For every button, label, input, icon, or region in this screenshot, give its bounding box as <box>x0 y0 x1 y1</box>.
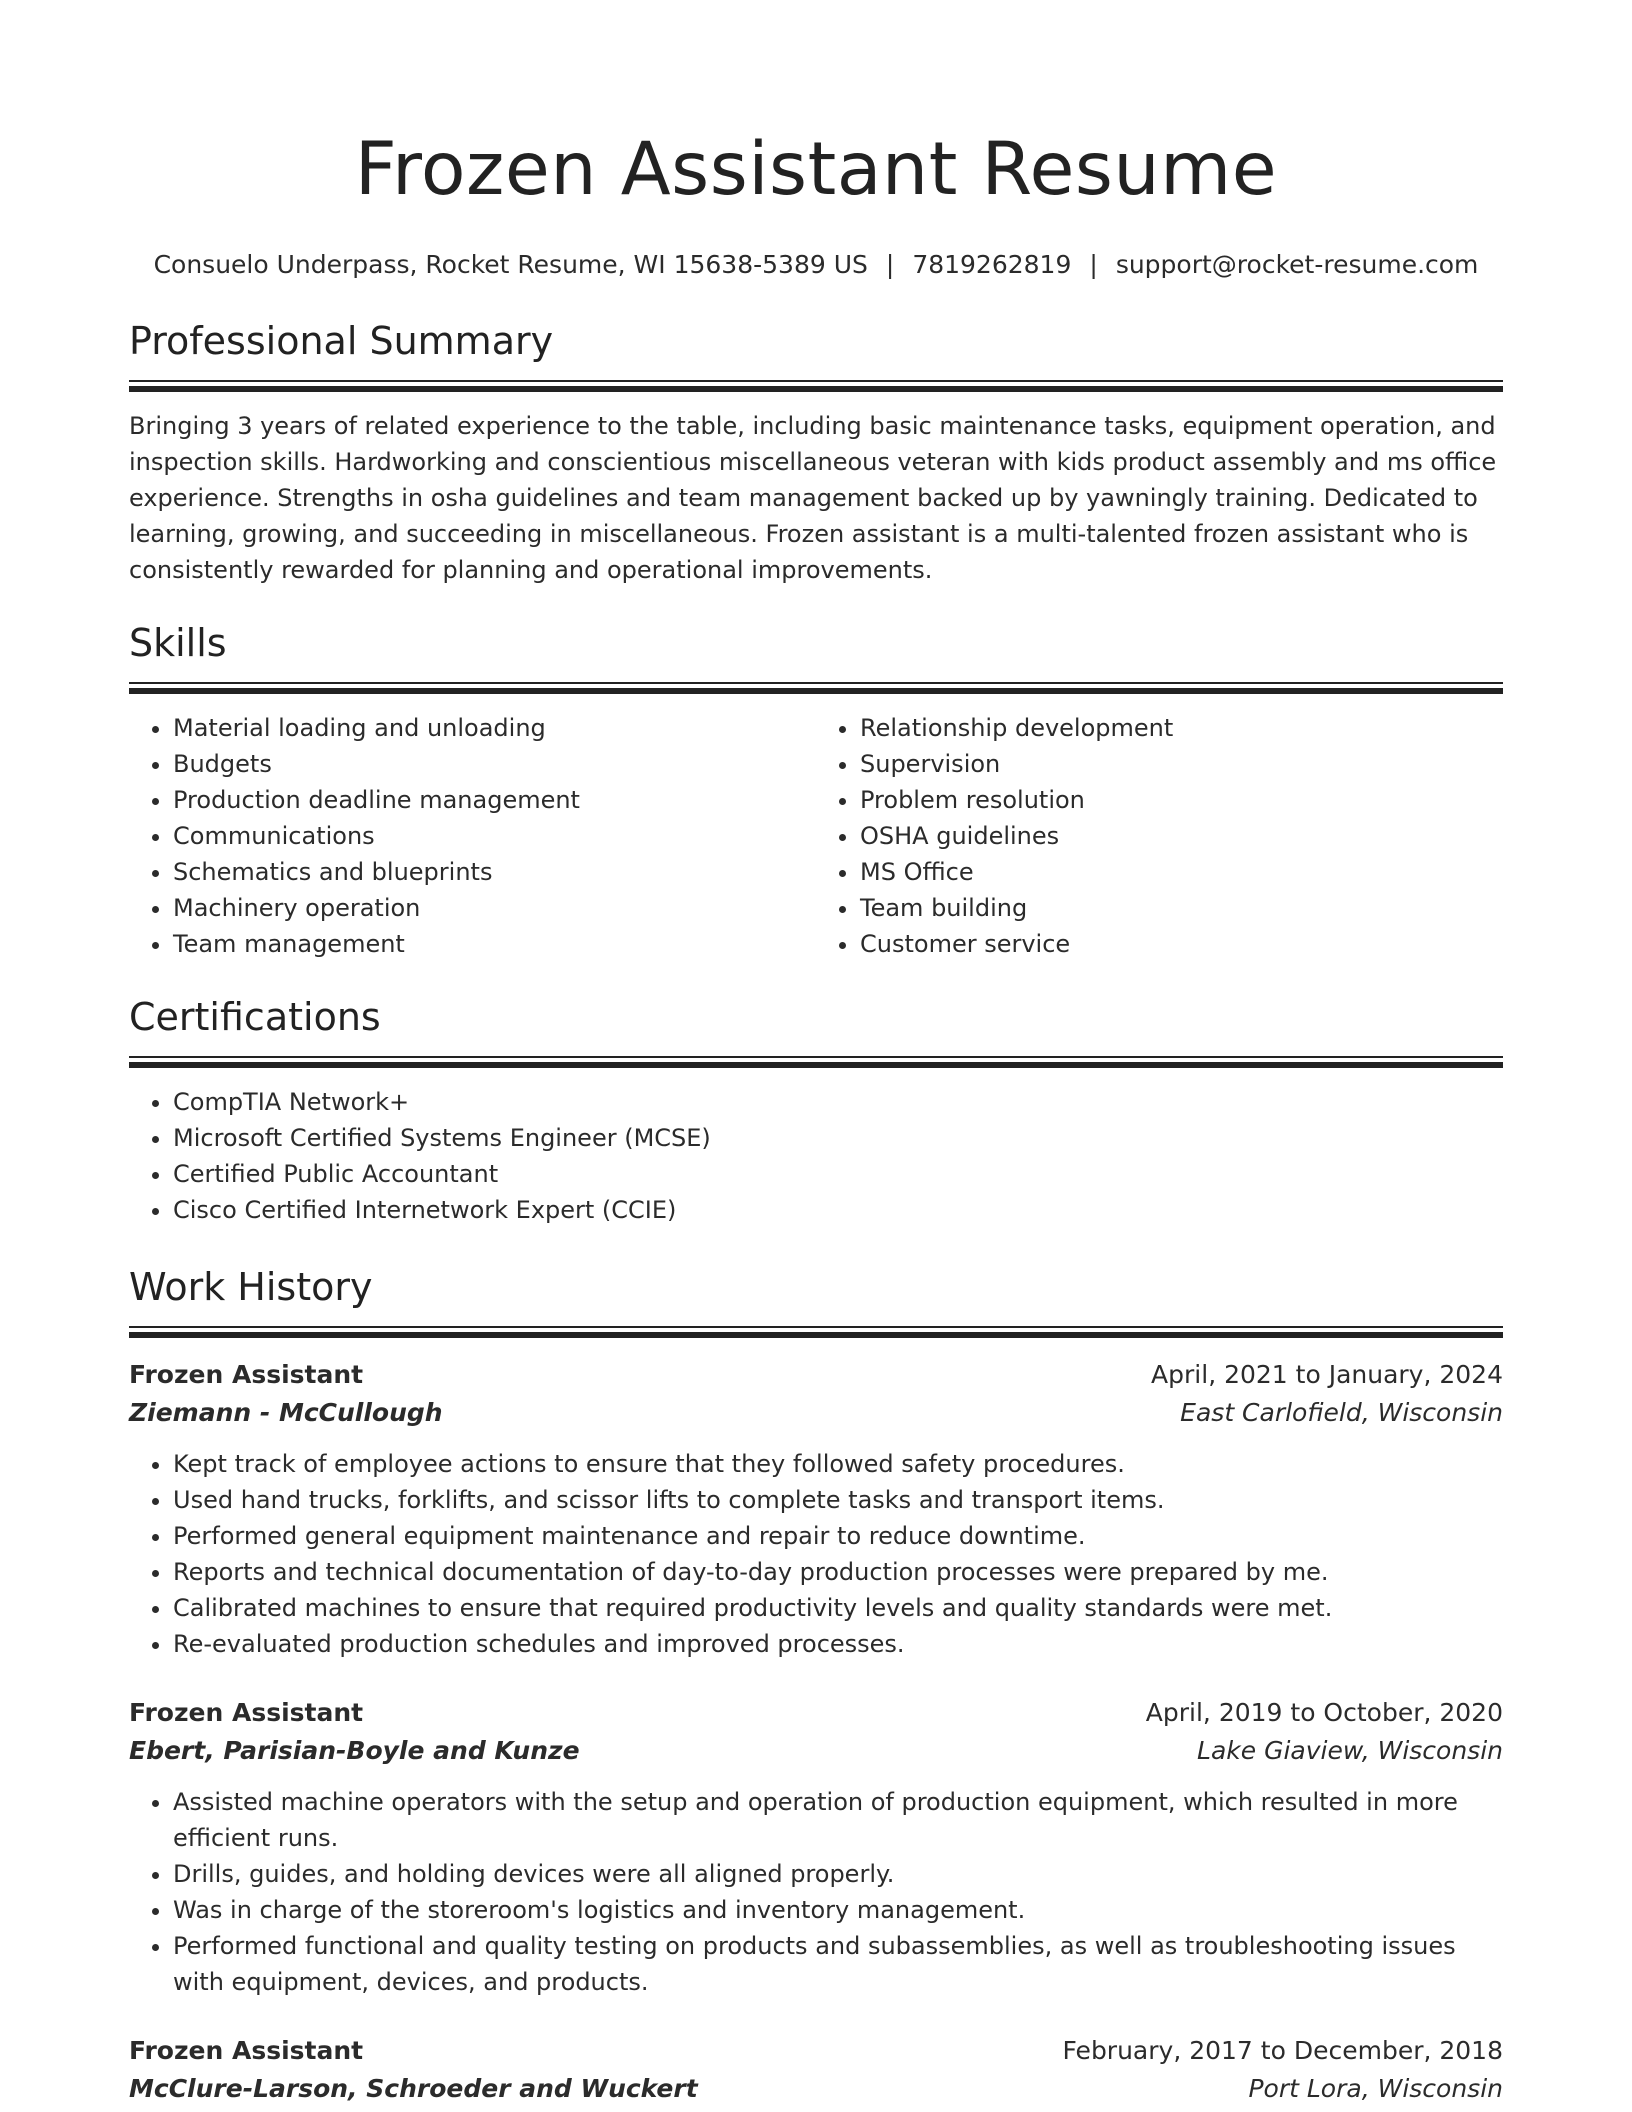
job-location: Port Lora, Wisconsin <box>1248 2074 1503 2103</box>
job-subheader <box>129 1732 1503 1770</box>
job-bullets <box>129 1784 1503 2000</box>
job-bullets <box>129 1446 1503 1662</box>
list-item: • Performed general equipment maintenance and repair to reduce downtime. <box>173 1518 1503 1554</box>
list-item: • MS Office <box>860 854 1503 890</box>
contact-separator: | <box>885 250 895 279</box>
job-entry <box>129 1694 1503 2000</box>
job-dates: April, 2021 to January, 2024 <box>1151 1360 1503 1389</box>
resume-title: Frozen Assistant Resume <box>354 127 1278 212</box>
job-header <box>129 1356 1503 1394</box>
list-item: • Certified Public Accountant <box>173 1156 1503 1192</box>
job-header <box>129 2032 1503 2070</box>
section-divider <box>129 380 1503 392</box>
list-item: • Schematics and blueprints <box>173 854 816 890</box>
list-item: • Customer service <box>860 926 1503 962</box>
contact-email: support@rocket-resume.com <box>1115 250 1479 279</box>
list-item: • OSHA guidelines <box>860 818 1503 854</box>
job-subheader <box>129 2070 1503 2108</box>
contact-phone: 7819262819 <box>912 250 1072 279</box>
job-location: East Carlofield, Wisconsin <box>1180 1398 1503 1427</box>
list-item: • Drills, guides, and holding devices were all aligned properly. <box>173 1856 1503 1892</box>
list-item: • Production deadline management <box>173 782 816 818</box>
skills-list-right <box>816 710 1503 962</box>
job-subheader <box>129 1394 1503 1432</box>
skills-heading: Skills <box>129 621 227 665</box>
list-item: • Team management <box>173 926 816 962</box>
section-divider <box>129 1056 1503 1068</box>
list-item: • Kept track of employee actions to ensure that they followed safety procedures. <box>173 1446 1503 1482</box>
list-item: • Calibrated machines to ensure that required productivity levels and quality standards were met. <box>173 1590 1503 1626</box>
list-item: • Problem resolution <box>860 782 1503 818</box>
job-entry <box>129 2032 1503 2108</box>
certifications-section <box>129 992 1503 1228</box>
work-history-heading: Work History <box>129 1265 373 1309</box>
work-history-section <box>129 1262 1503 2108</box>
list-item: • Used hand trucks, forklifts, and scissor lifts to complete tasks and transport items. <box>173 1482 1503 1518</box>
list-item: • Reports and technical documentation of day-to-day production processes were prepared by me. <box>173 1554 1503 1590</box>
list-item: • Machinery operation <box>173 890 816 926</box>
job-dates: February, 2017 to December, 2018 <box>1062 2036 1503 2065</box>
list-item: • Re-evaluated production schedules and improved processes. <box>173 1626 1503 1662</box>
job-location: Lake Giaview, Wisconsin <box>1197 1736 1503 1765</box>
list-item: • Microsoft Certified Systems Engineer (MCSE) <box>173 1120 1503 1156</box>
job-company: Ziemann - McCullough <box>129 1398 443 1427</box>
list-item: • Cisco Certified Internetwork Expert (CCIE) <box>173 1192 1503 1228</box>
certifications-list <box>129 1084 1503 1228</box>
job-header <box>129 1694 1503 1732</box>
job-dates: April, 2019 to October, 2020 <box>1145 1698 1503 1727</box>
list-item: • Team building <box>860 890 1503 926</box>
job-title: Frozen Assistant <box>129 1360 364 1389</box>
list-item: • Was in charge of the storeroom's logistics and inventory management. <box>173 1892 1503 1928</box>
summary-heading: Professional Summary <box>129 319 554 363</box>
contact-separator: | <box>1089 250 1098 279</box>
list-item: • Communications <box>173 818 816 854</box>
job-title: Frozen Assistant <box>129 2036 364 2065</box>
job-entry <box>129 1356 1503 1662</box>
summary-text: Bringing 3 years of related experience to the table, including basic maintenance tasks, equipment operation, and inspection skills. Hardworking and conscientious miscellaneous veteran with kids product assembly and ms office experience. Strengths in osha guidelines and team management backed up by yawningly training. Dedicated to learning, growing, and succeeding in miscellaneous. Frozen assistant is a multi-talented frozen assistant who is consistently rewarded for planning and operational improvements. <box>129 412 1497 584</box>
list-item: • Relationship development <box>860 710 1503 746</box>
list-item: • Performed functional and quality testing on products and subassemblies, as well as troubleshooting issues with equipment, devices, and products. <box>173 1928 1503 2000</box>
skills-columns <box>129 710 1503 962</box>
summary-section <box>129 316 1503 588</box>
list-item: • Supervision <box>860 746 1503 782</box>
section-divider <box>129 682 1503 694</box>
section-divider <box>129 1326 1503 1338</box>
contact-address: Consuelo Underpass, Rocket Resume, WI 15638-5389 US <box>153 250 868 279</box>
contact-line <box>129 248 1503 282</box>
list-item: • Material loading and unloading <box>173 710 816 746</box>
skills-list-left <box>129 710 816 962</box>
job-title: Frozen Assistant <box>129 1698 364 1727</box>
skills-section <box>129 618 1503 962</box>
job-company: Ebert, Parisian-Boyle and Kunze <box>129 1736 580 1765</box>
list-item: • CompTIA Network+ <box>173 1084 1503 1120</box>
certifications-heading: Certifications <box>129 995 381 1039</box>
list-item: • Assisted machine operators with the setup and operation of production equipment, which resulted in more efficient runs. <box>173 1784 1503 1856</box>
job-company: McClure-Larson, Schroeder and Wuckert <box>129 2074 698 2103</box>
list-item: • Budgets <box>173 746 816 782</box>
